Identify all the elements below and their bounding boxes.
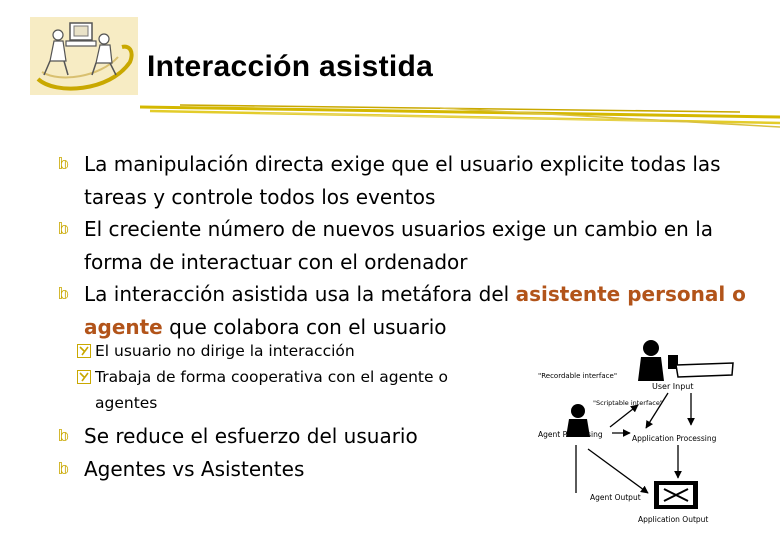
label-recordable-interface: "Recordable interface" [538,372,618,380]
title-underline [140,94,780,134]
label-application-processing: Application Processing [632,434,717,443]
y-box-bullet-icon [77,370,91,384]
highlighted-term: asistente personal o agente [84,282,746,339]
bullet-text-after: que colabora con el usuario [162,314,447,339]
agent-interaction-diagram [528,333,780,533]
z-bullet-icon: 𝕓 [58,284,70,303]
arrow-agent-to-output [588,449,648,493]
computer-icon [668,355,733,377]
sub-bullet-item [77,338,477,364]
arrow-agent-to-user [610,405,638,427]
sub-bullet-text: Trabaja de forma cooperativa con el agente o agentes [95,368,448,412]
z-bullet-icon: 𝕓 [58,426,70,445]
output-monitor-icon [654,481,698,509]
slide-title: Interacción asistida [147,50,434,83]
bottom-bullet-list [58,420,558,485]
label-agent-processing: Agent Processing [538,430,603,439]
bullet-text: Se reduce el esfuerzo del usuario [84,424,418,448]
bullet-item [58,420,558,453]
bullet-text-before: La interacción asistida usa la metáfora del [84,282,516,306]
bullet-item [58,453,558,486]
sub-bullet-list [77,338,477,416]
label-agent-output: Agent Output [590,493,641,502]
bullet-text: La manipulación directa exige que el usuario explicite todas las tareas y controle todos los eventos [84,152,721,209]
sub-bullet-item [77,364,455,416]
bullet-item [58,213,748,278]
bullet-item [58,148,748,213]
z-bullet-icon: 𝕓 [58,219,70,238]
user-figure-icon [638,340,664,381]
y-box-bullet-icon [77,344,91,358]
bullet-text: Agentes vs Asistentes [84,456,305,481]
label-scriptable-interface: "Scriptable interface" [593,399,663,407]
bullet-text: El creciente número de nuevos usuarios exige un cambio en la forma de interactuar con el ordenador [84,217,714,274]
logo-illustration [30,17,138,95]
main-bullet-list [58,148,748,343]
label-application-output: Application Output [638,515,709,524]
z-bullet-icon: 𝕓 [58,154,70,173]
sub-bullet-text: El usuario no dirige la interacción [95,342,355,360]
z-bullet-icon: 𝕓 [58,458,70,478]
label-user-input: User Input [652,382,694,391]
